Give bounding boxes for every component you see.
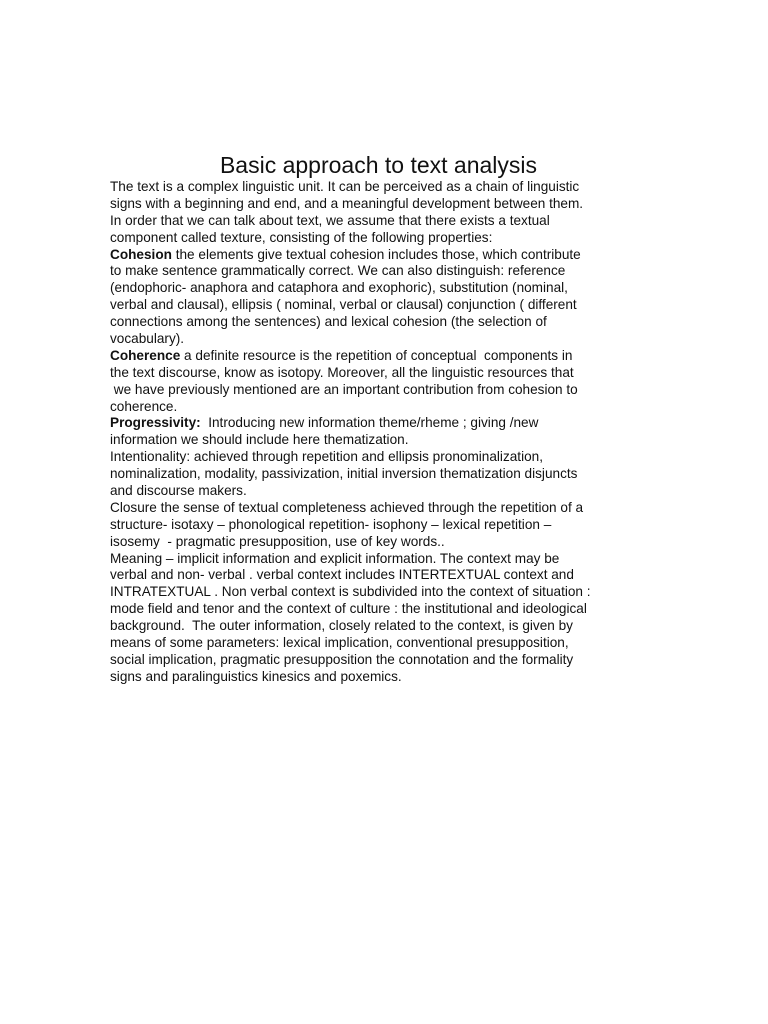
body-line: social implication, pragmatic presupposition the connotation and the formality xyxy=(110,651,574,667)
body-line: means of some parameters: lexical implication, conventional presupposition, xyxy=(110,635,569,651)
coherence-term: Coherence xyxy=(110,347,181,363)
cohesion-line: connections among the sentences) and lexical cohesion (the selection of xyxy=(110,314,547,330)
progressivity-first-line xyxy=(110,415,662,432)
body-line: Meaning – implicit information and explicit information. The context may be xyxy=(110,550,560,566)
intro-line: signs with a beginning and end, and a meaningful development between them. xyxy=(110,195,584,211)
cohesion-first-line xyxy=(110,247,662,264)
document-title: Basic approach to text analysis xyxy=(219,152,538,178)
cohesion-line: verbal and clausal), ellipsis ( nominal, verbal or clausal) conjunction ( different xyxy=(110,297,577,313)
cohesion-line: (endophoric- anaphora and cataphora and exophoric), substitution (nominal, xyxy=(110,280,568,296)
body-line: isosemy - pragmatic presupposition, use of key words.. xyxy=(110,533,445,549)
cohesion-first-line-text: the elements give textual cohesion includes those, which contribute xyxy=(171,246,581,262)
body-line: mode field and tenor and the context of culture : the institutional and ideological xyxy=(110,601,587,617)
progressivity-first-line-text: Introducing new information theme/rheme ; giving /new xyxy=(200,415,539,431)
intro-line: The text is a complex linguistic unit. It can be perceived as a chain of linguistic xyxy=(110,179,580,194)
coherence-line: we have previously mentioned are an important contribution from cohesion to xyxy=(110,381,578,397)
coherence-line: the text discourse, know as isotopy. Moreover, all the linguistic resources that xyxy=(110,364,574,380)
progressivity-line: information we should include here thematization. xyxy=(110,432,409,448)
body-line: signs and paralinguistics kinesics and poxemics. xyxy=(110,668,402,684)
body-line: structure- isotaxy – phonological repetition- isophony – lexical repetition – xyxy=(110,516,552,532)
document-body xyxy=(110,179,662,686)
cohesion-term: Cohesion xyxy=(110,246,172,262)
body-line: INTRATEXTUAL . Non verbal context is subdivided into the context of situation : xyxy=(110,584,591,600)
body-line: Intentionality: achieved through repetition and ellipsis pronominalization, xyxy=(110,449,544,465)
cohesion-line: to make sentence grammatically correct. We can also distinguish: reference xyxy=(110,263,566,279)
coherence-first-line-text: a definite resource is the repetition of conceptual components in xyxy=(180,347,573,363)
progressivity-term: Progressivity: xyxy=(110,415,201,431)
body-line: verbal and non- verbal . verbal context includes INTERTEXTUAL context and xyxy=(110,567,574,583)
body-line: background. The outer information, closely related to the context, is given by xyxy=(110,618,573,634)
intro-line: In order that we can talk about text, we assume that there exists a textual xyxy=(110,212,550,228)
coherence-first-line xyxy=(110,348,662,365)
body-line: and discourse makers. xyxy=(110,483,247,499)
coherence-line: coherence. xyxy=(110,398,178,414)
body-line: Closure the sense of textual completeness achieved through the repetition of a xyxy=(110,499,584,515)
cohesion-line: vocabulary). xyxy=(110,331,185,347)
body-line: nominalization, modality, passivization, initial inversion thematization disjuncts xyxy=(110,466,578,482)
intro-line: component called texture, consisting of the following properties: xyxy=(110,229,493,245)
